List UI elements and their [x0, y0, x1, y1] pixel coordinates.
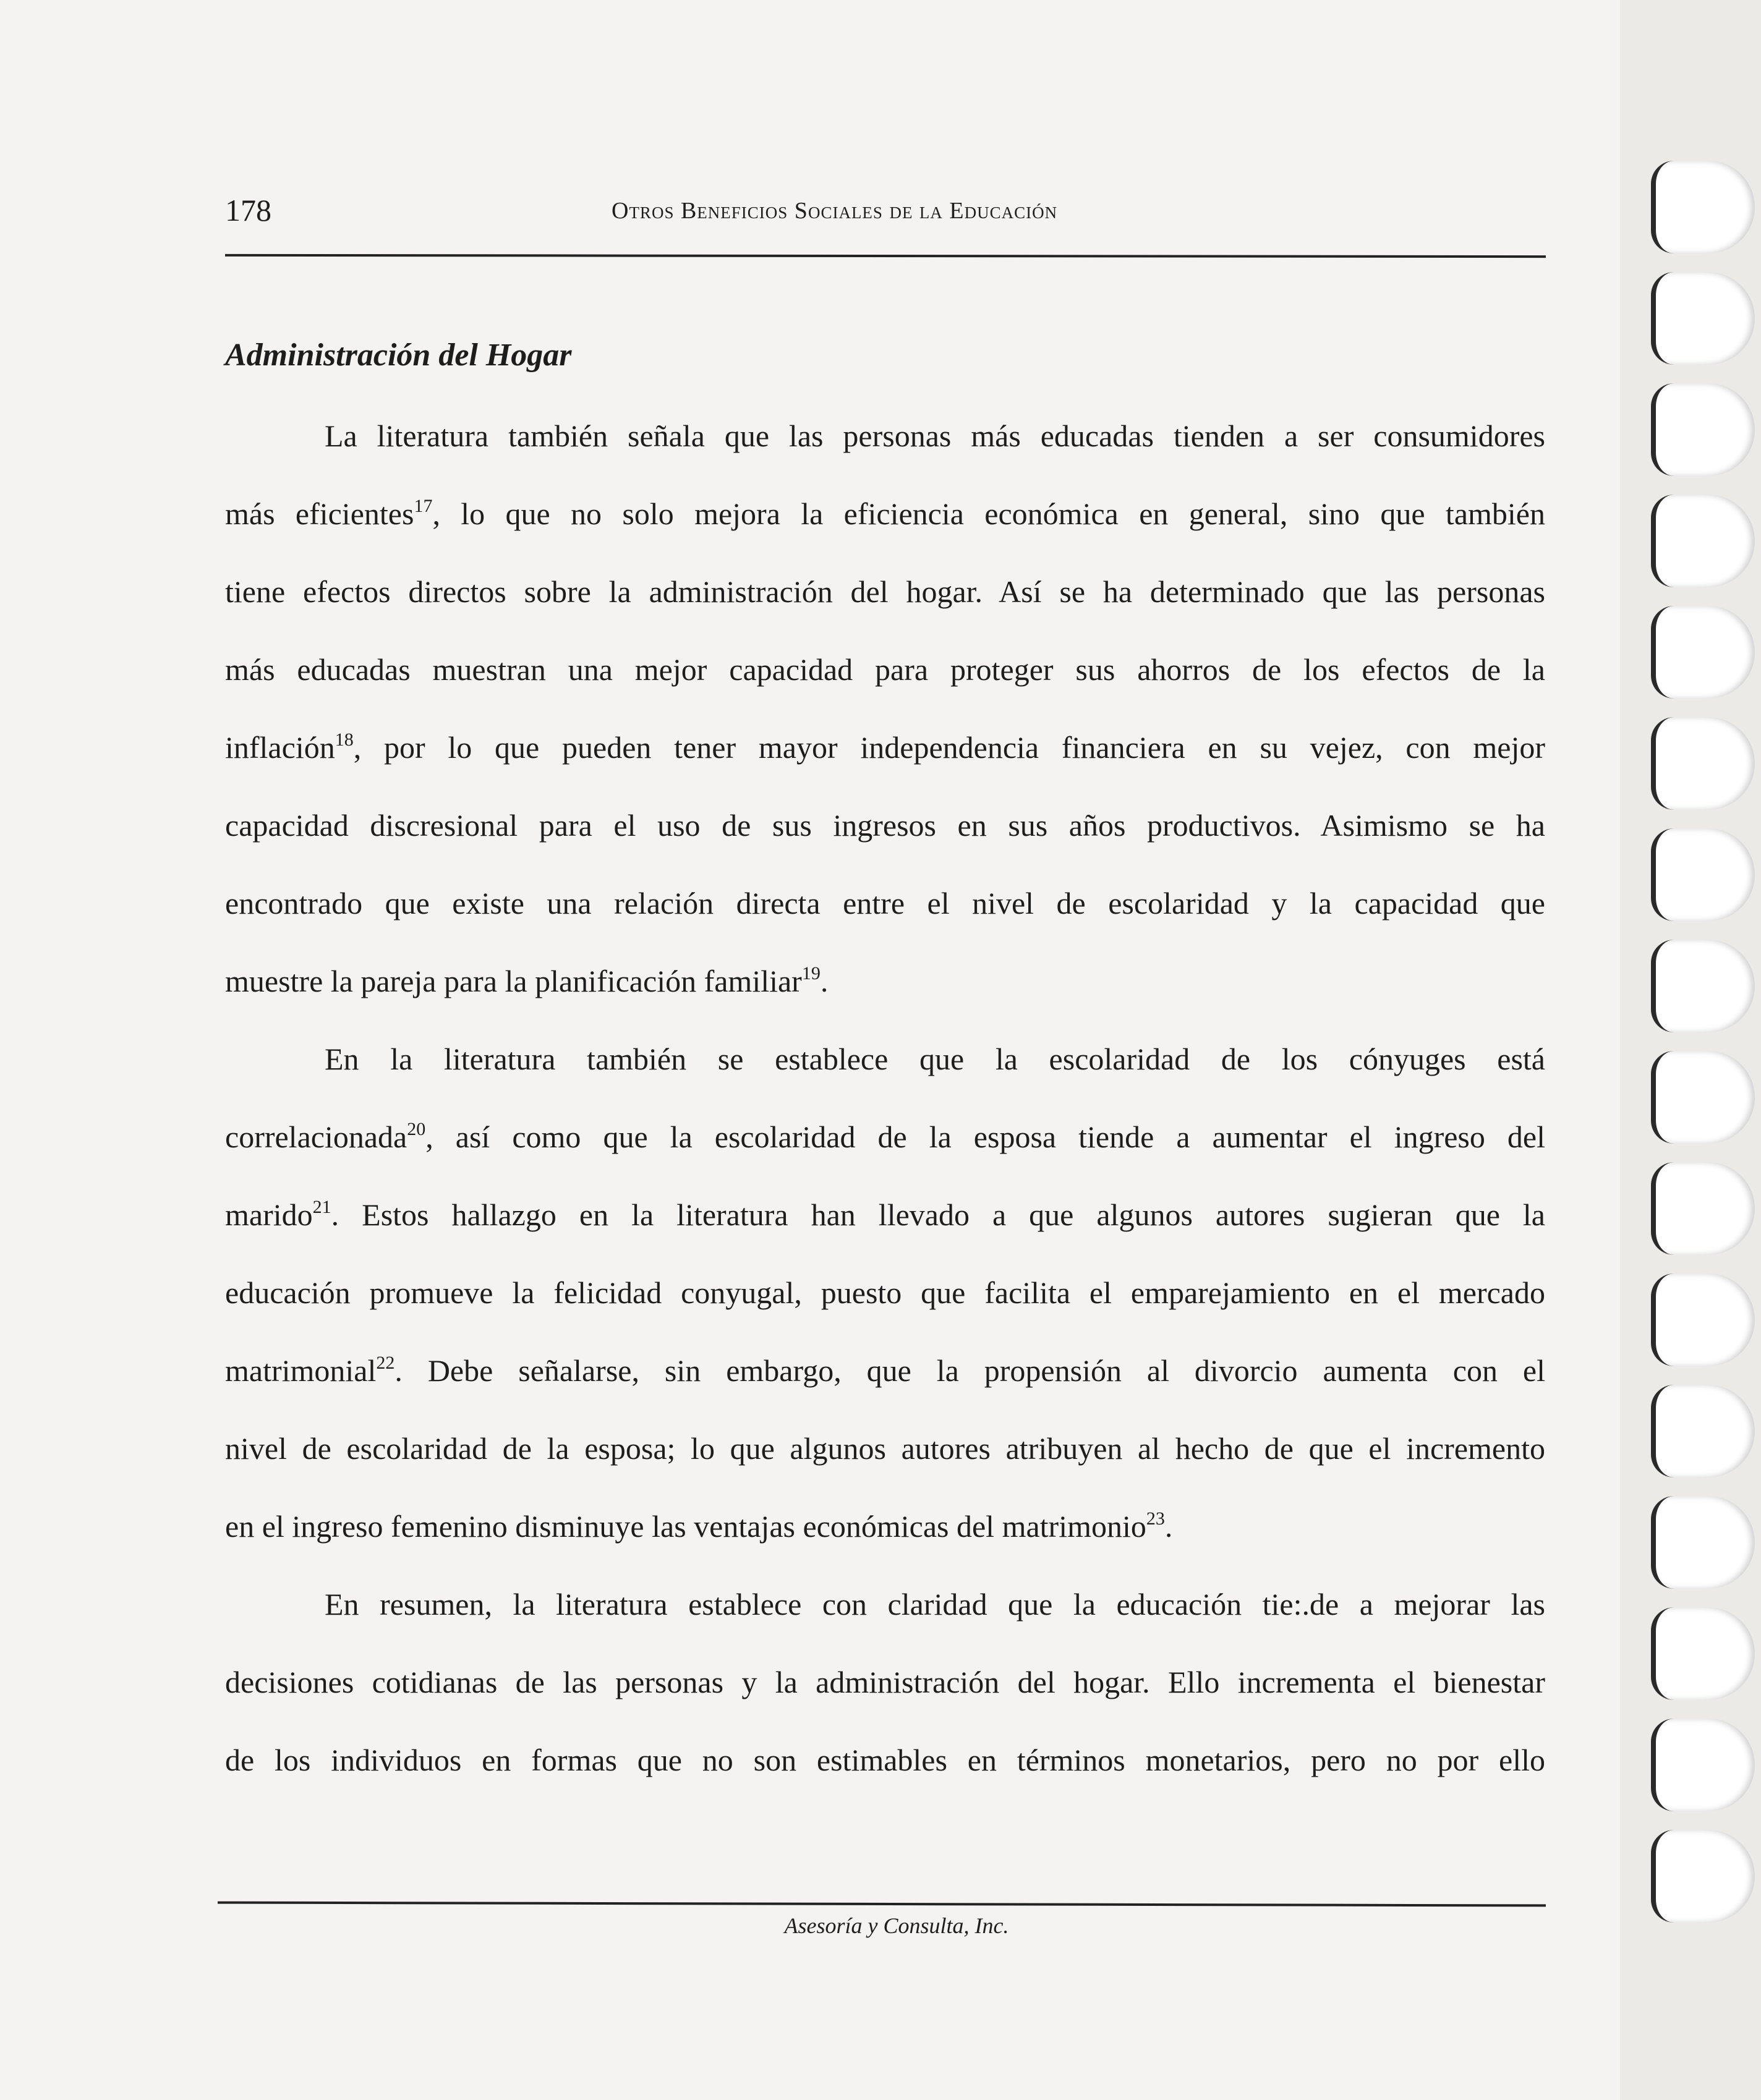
paragraph-2-line-4: educación promueve la felicidad conyugal, puesto que facilita el emparejamiento en el mercado	[225, 1275, 1545, 1310]
binding-coil	[1651, 272, 1755, 365]
binding-coil	[1651, 1051, 1755, 1144]
binding-coil	[1651, 161, 1755, 253]
paragraph-3-line-2: decisiones cotidianas de las personas y la administración del hogar. Ello incrementa el bienestar	[225, 1665, 1545, 1699]
binding-coil	[1651, 1607, 1755, 1700]
paragraph-2-line-1: En la literatura también se establece que la escolaridad de los cónyuges está	[325, 1042, 1545, 1076]
paragraph-3-line-3: de los individuos en formas que no son estimables en términos monetarios, pero no por ello	[225, 1743, 1545, 1777]
spiral-binding	[1620, 0, 1761, 2100]
binding-coil	[1651, 1385, 1755, 1477]
paragraph-2-line-3: marido$^{21}$. Estos hallazgo en la literatura han llevado a que algunos autores sugieran que la	[225, 1197, 1545, 1232]
binding-coil	[1651, 1273, 1755, 1366]
paragraph-1-line-5: inflación$^{18}$, por lo que pueden tener mayor independencia financiera en su vejez, con mejor	[225, 729, 1545, 765]
paragraph-2-line-7: en el ingreso femenino disminuye las ventajas económicas del matrimonio$^{23}$.	[225, 1508, 1173, 1544]
paragraph-1-line-3: tiene efectos directos sobre la administración del hogar. Así se ha determinado que las personas	[225, 574, 1545, 609]
binding-coil	[1651, 828, 1755, 921]
paragraph-1-line-6: capacidad discresional para el uso de sus ingresos en sus años productivos. Asimismo se ha	[225, 808, 1545, 843]
paragraph-3-line-1: En resumen, la literatura establece con claridad que la educación tie:.de a mejorar las	[325, 1587, 1545, 1622]
paragraph-1-line-8: muestre la pareja para la planificación familiar$^{19}$.	[225, 963, 829, 998]
binding-coil	[1651, 717, 1755, 810]
section-heading: Administración del Hogar	[225, 338, 572, 373]
binding-coil	[1651, 495, 1755, 587]
binding-coil	[1651, 940, 1755, 1032]
running-title: Otros Beneficios Sociales de la Educación	[612, 198, 1058, 224]
binding-coil	[1651, 1830, 1755, 1923]
footer-rule	[218, 1902, 1546, 1907]
binding-coil	[1651, 383, 1755, 476]
paragraph-1-line-1: La literatura también señala que las personas más educadas tienden a ser consumidores	[325, 419, 1545, 453]
page-number: 178	[225, 193, 271, 227]
paragraph-2-line-2: correlacionada$^{20}$, así como que la escolaridad de la esposa tiende a aumentar el ingreso del	[225, 1119, 1545, 1154]
paragraph-2-line-6: nivel de escolaridad de la esposa; lo que algunos autores atribuyen al hecho de que el incremento	[225, 1431, 1545, 1466]
paragraph-1-line-4: más educadas muestran una mejor capacidad para proteger sus ahorros de los efectos de la	[225, 652, 1545, 687]
binding-coil	[1651, 1496, 1755, 1589]
running-head	[225, 192, 1546, 229]
paragraph-1-line-2: más eficientes$^{17}$, lo que no solo mejora la eficiencia económica en general, sino que también	[225, 496, 1545, 531]
binding-coil	[1651, 1162, 1755, 1255]
paragraph-1-line-7: encontrado que existe una relación directa entre el nivel de escolaridad y la capacidad que	[225, 886, 1545, 920]
header-rule	[225, 254, 1546, 258]
binding-coil	[1651, 1719, 1755, 1811]
paragraph-2-line-5: matrimonial$^{22}$. Debe señalarse, sin embargo, que la propensión al divorcio aumenta con el	[225, 1353, 1545, 1388]
footer-publisher: Asesoría y Consulta, Inc.	[784, 1913, 1009, 1938]
binding-coil	[1651, 606, 1755, 699]
